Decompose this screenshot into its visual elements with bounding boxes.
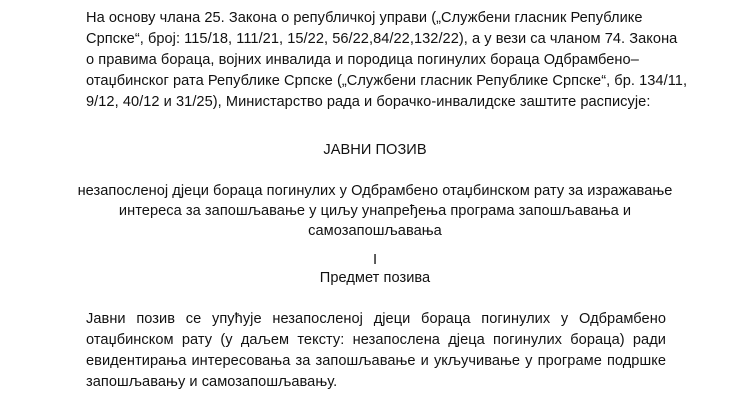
preamble-line: 9/12, 40/12 и 31/25), Министарство рада и борачко-инвалидске заштите расписује: [86, 94, 651, 110]
body-line: отаџбинском рату (у даљем тексту: незапослена дјеца погинулих бораца) ради [86, 332, 666, 348]
subtitle-line: интереса за запошљавање у циљу унапређења програма запошљавања и [118, 203, 632, 219]
body-line: Јавни позив се упућује незапосленој дјеци бораца погинулих у Одбрамбено [86, 311, 666, 327]
body-line: евидентирања интересовања за запошљавање и укључивање у програме подршке [86, 353, 666, 369]
subtitle-line: самозапошљавања [308, 223, 442, 239]
preamble-line: Српске“, број: 115/18, 111/21, 15/22, 56/22,84/22,132/22), а у вези са чланом 74. Закона [86, 31, 678, 47]
section-title: Предмет позива [319, 270, 431, 286]
preamble-line: На основу члана 25. Закона о републичкој управи („Службени гласник Републике [86, 10, 643, 26]
document-title: ЈАВНИ ПОЗИВ [323, 142, 427, 158]
subtitle-line: незапосленој дјеци бораца погинулих у Одбрамбено отаџбинском рату за изражавање [77, 183, 673, 199]
body-line: запошљавању и самозапошљавању. [86, 374, 338, 390]
preamble-line: отаџбинског рата Републике Српске („Службени гласник Републике Српске“, бр. 134/11, [86, 73, 688, 89]
preamble-line: о правима бораца, војних инвалида и породица погинулих бораца Одбрамбено– [86, 52, 639, 68]
section-number: I [372, 252, 378, 268]
